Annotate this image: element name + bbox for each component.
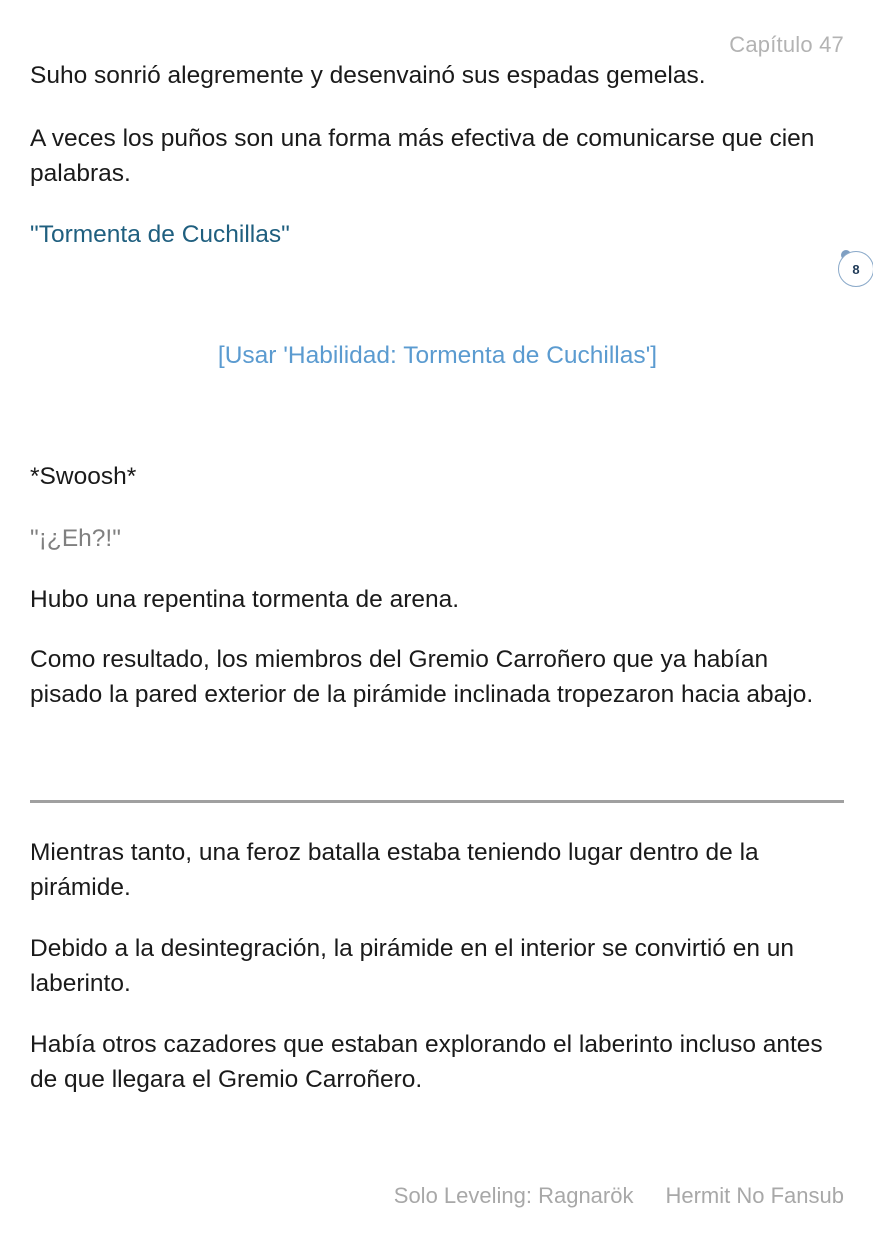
paragraph: Hubo una repentina tormenta de arena.: [30, 586, 460, 613]
paragraph: Había otros cazadores que estaban explorando el laberinto incluso antes de que llegara el Gremio Carroñero.: [30, 1031, 823, 1093]
page-footer: [394, 1183, 844, 1209]
translator-credit: Hermit No Fansub: [665, 1183, 844, 1208]
chapter-label: Capítulo 47: [729, 32, 844, 57]
system-skill-message: [Usar 'Habilidad: Tormenta de Cuchillas']: [217, 342, 658, 369]
skill-call-quote: "Tormenta de Cuchillas": [30, 221, 290, 248]
series-title: Solo Leveling: Ragnarök: [393, 1183, 634, 1208]
dialogue-line: "¡¿Eh?!": [30, 525, 121, 552]
section-divider: [30, 800, 844, 803]
paragraph: Suho sonrió alegremente y desenvainó sus espadas gemelas.: [30, 62, 706, 89]
page-number-badge[interactable]: [838, 251, 873, 287]
paragraph: Debido a la desintegración, la pirámide en el interior se convirtió en un laberinto.: [30, 935, 795, 997]
paragraph: Como resultado, los miembros del Gremio Carroñero que ya habían pisado la pared exterior de la pirámide inclinada tropezaron hacia abajo.: [30, 646, 814, 708]
paragraph: A veces los puños son una forma más efectiva de comunicarse que cien palabras.: [30, 125, 815, 187]
page-number: 8: [852, 261, 860, 277]
paragraph: Mientras tanto, una feroz batalla estaba teniendo lugar dentro de la pirámide.: [30, 839, 759, 901]
sound-effect: *Swoosh*: [30, 463, 137, 490]
